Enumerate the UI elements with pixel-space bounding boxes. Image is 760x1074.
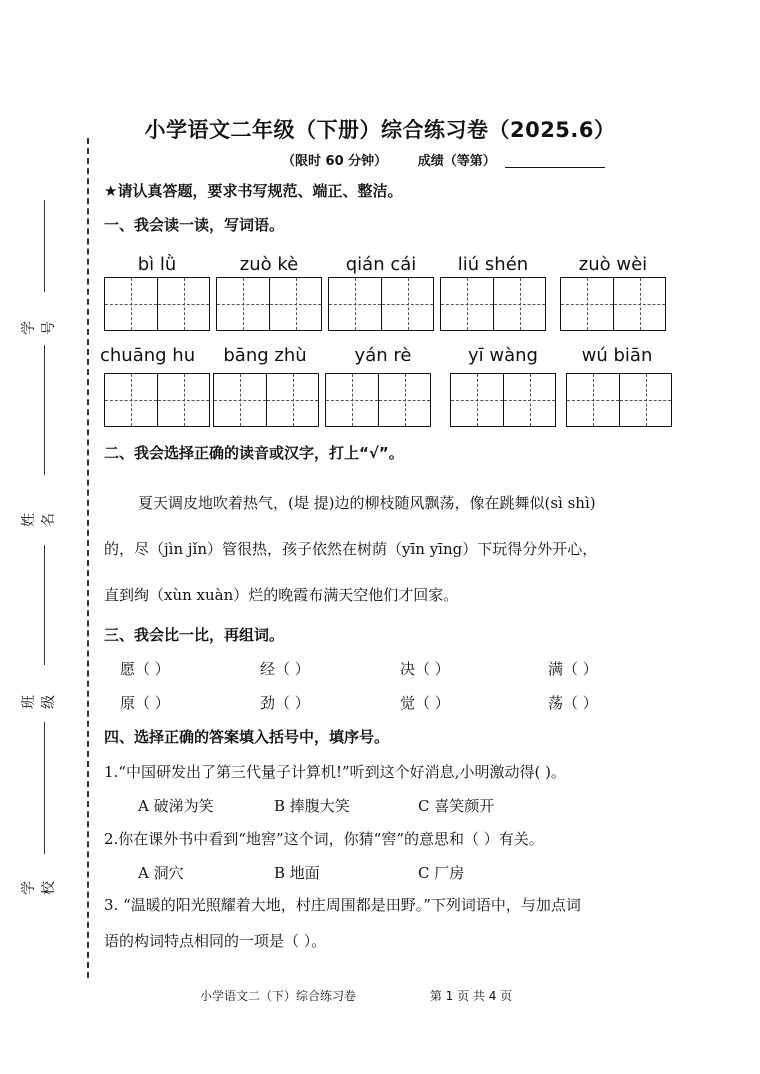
grade-blank[interactable] xyxy=(505,167,605,168)
writing-grid[interactable] xyxy=(560,277,666,331)
pinyin: zuò kè xyxy=(239,254,299,275)
passage-line[interactable]: 直到绚（xùn xuàn）烂的晚霞布满天空他们才回家。 xyxy=(104,586,459,604)
subtitle-line xyxy=(282,150,522,169)
page-title: 小学语文二年级（下册）综合练习卷（2025.6） xyxy=(144,118,616,142)
section3-heading: 三、我会比一比，再组词。 xyxy=(104,626,285,644)
question-3-line1: 3. “温暖的阳光照耀着大地，村庄周围都是田野。”下列词语中，与加点词 xyxy=(104,896,581,914)
side-label-name: 姓名 xyxy=(21,513,57,527)
question-1: 1.“中国研发出了第三代量子计算机!”听到这个好消息,小明激动得( )。 xyxy=(104,763,566,781)
page-footer xyxy=(200,987,582,1004)
class-blank[interactable] xyxy=(44,545,45,665)
q2-option-b[interactable]: B 地面 xyxy=(274,864,320,882)
word-compare[interactable]: 荡（ ） xyxy=(548,694,598,712)
word-compare[interactable]: 经（ ） xyxy=(260,660,310,678)
writing-grid[interactable] xyxy=(213,373,319,427)
writing-grid[interactable] xyxy=(104,277,210,331)
side-label-class: 班级 xyxy=(21,695,57,709)
word-compare[interactable]: 决（ ） xyxy=(400,660,450,678)
pinyin: qián cái xyxy=(345,254,417,275)
question-2: 2.你在课外书中看到“地窖”这个词，你猜“窖”的意思和（ ）有关。 xyxy=(104,830,544,848)
word-compare[interactable]: 劲（ ） xyxy=(260,694,310,712)
passage-line[interactable]: 夏天调皮地吹着热气，(堤 提)边的柳枝随风飘荡，像在跳舞似(sì shì) xyxy=(138,494,596,512)
writing-grid[interactable] xyxy=(325,373,431,427)
grade-label: 成绩（等第） xyxy=(417,154,496,169)
word-compare[interactable]: 觉（ ） xyxy=(400,694,450,712)
id-blank[interactable] xyxy=(44,200,45,292)
pinyin: bāng zhù xyxy=(223,345,307,366)
word-compare[interactable]: 原（ ） xyxy=(120,694,170,712)
writing-grid[interactable] xyxy=(440,277,546,331)
school-blank[interactable] xyxy=(44,722,45,854)
word-compare[interactable]: 愿（ ） xyxy=(120,660,170,678)
name-blank[interactable] xyxy=(44,345,45,475)
pinyin: liú shén xyxy=(457,254,529,275)
section4-heading: 四、选择正确的答案填入括号中，填序号。 xyxy=(104,728,390,746)
writing-grid[interactable] xyxy=(104,373,210,427)
section2-heading: 二、我会选择正确的读音或汉字，打上“√”。 xyxy=(104,444,404,462)
q1-option-a[interactable]: A 破涕为笑 xyxy=(138,797,214,815)
side-label-school: 学校 xyxy=(21,881,57,895)
footer-page-number: 第 1 页 共 4 页 xyxy=(429,989,513,1003)
pinyin: bì lǜ xyxy=(137,254,177,275)
pinyin: wú biān xyxy=(581,345,653,366)
q2-option-a[interactable]: A 洞穴 xyxy=(138,864,184,882)
pinyin: chuāng hu xyxy=(100,345,196,366)
pinyin: yán rè xyxy=(354,345,412,366)
writing-grid[interactable] xyxy=(328,277,434,331)
notice: ★请认真答题，要求书写规范、端正、整洁。 xyxy=(104,182,403,200)
pinyin: zuò wèi xyxy=(578,254,648,275)
side-label-id: 学号 xyxy=(21,321,57,335)
word-compare[interactable]: 满（ ） xyxy=(548,660,598,678)
footer-doc-name: 小学语文二（下）综合练习卷 xyxy=(200,989,357,1003)
q2-option-c[interactable]: C 厂房 xyxy=(418,864,465,882)
question-3-line2: 语的构词特点相同的一项是（ ）。 xyxy=(104,932,327,950)
pinyin: yī wàng xyxy=(468,345,538,366)
time-limit: （限时 60 分钟） xyxy=(282,154,388,169)
writing-grid[interactable] xyxy=(566,373,672,427)
passage-line[interactable]: 的，尽（jìn jǐn）管很热，孩子依然在树荫（yīn yīng）下玩得分外开心， xyxy=(104,540,598,558)
writing-grid[interactable] xyxy=(216,277,322,331)
binding-line xyxy=(87,138,89,978)
q1-option-c[interactable]: C 喜笑颜开 xyxy=(418,797,495,815)
q1-option-b[interactable]: B 捧腹大笑 xyxy=(274,797,350,815)
section1-heading: 一、我会读一读，写词语。 xyxy=(104,216,285,234)
writing-grid[interactable] xyxy=(450,373,556,427)
